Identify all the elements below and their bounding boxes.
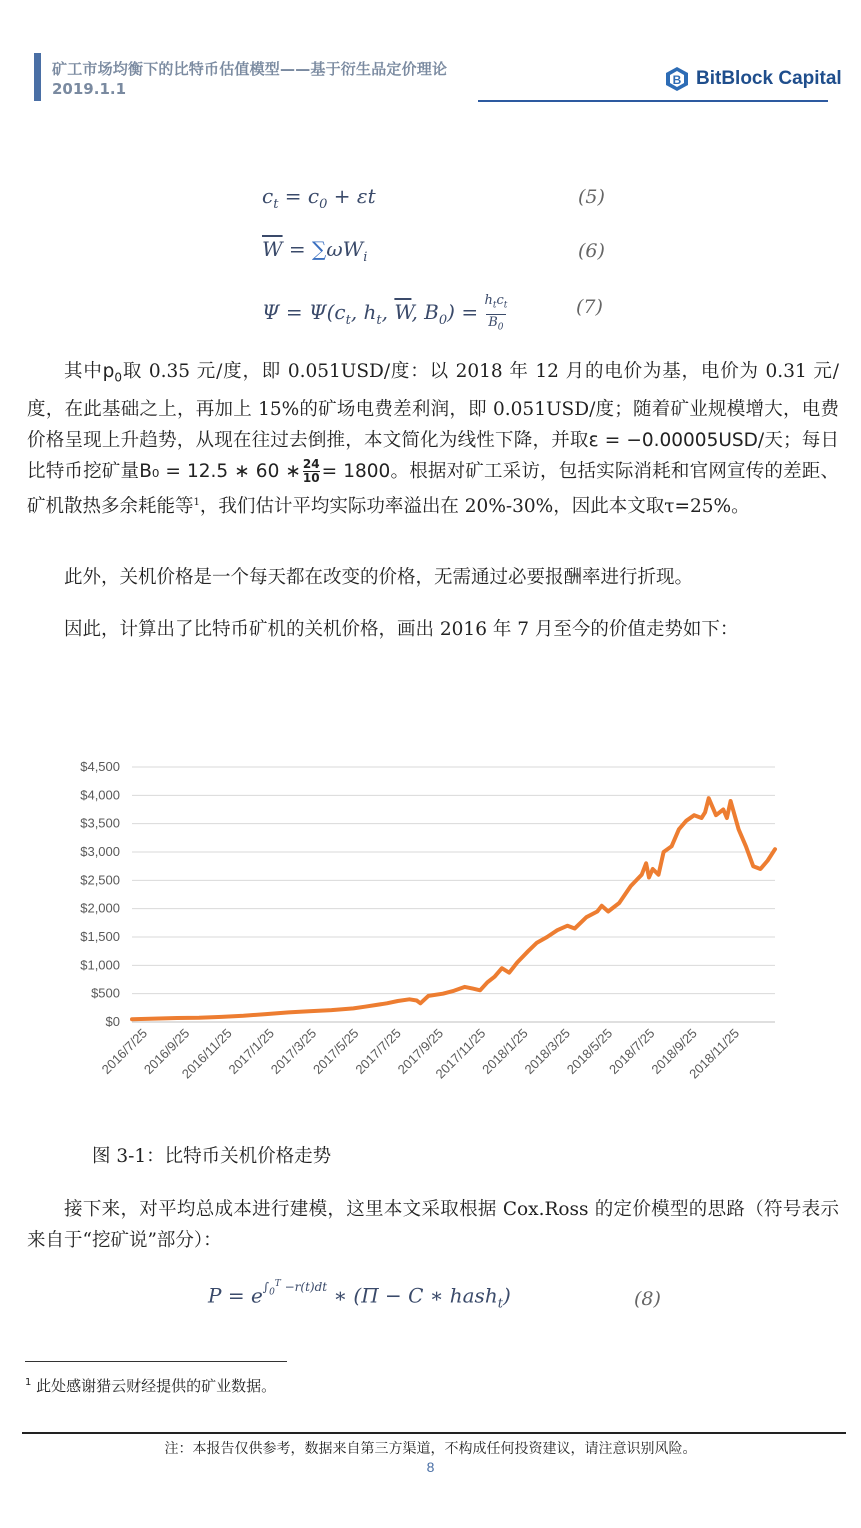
x-tick-label: 2016/11/25	[178, 1025, 235, 1082]
fraction-numerator: 24	[302, 457, 320, 472]
epsilon-expression: ε = −0.00005USD/天；每日比特币挖矿量	[27, 429, 839, 482]
y-tick-label: $1,500	[80, 929, 120, 944]
paragraph-electricity-parameters	[27, 356, 839, 522]
paragraph-text: 此外，关机价格是一个每天都在改变的价格，无需通过必要报酬率进行折现。	[64, 567, 694, 588]
x-tick-label: 2018/9/25	[648, 1025, 700, 1078]
paragraph-chart-intro	[27, 614, 839, 645]
x-tick-label: 2017/1/25	[225, 1025, 277, 1078]
x-tick-label: 2018/11/25	[686, 1025, 743, 1082]
paragraph-cost-model	[27, 1194, 839, 1256]
paragraph-text: 接下来，对平均总成本进行建模，这里本文采取根据 Cox.Ross 的定价模型的思路（符号表示来自于“挖矿说”部分）：	[27, 1199, 839, 1251]
paragraph-text: ，我们估计平均实际功率溢出在 20%-30%，因此本文取τ=25%。	[199, 495, 750, 517]
symbol-p0: $p_0$	[102, 361, 123, 385]
header-accent-bar	[34, 53, 41, 101]
footnote-marker: 1	[25, 1377, 32, 1388]
b0-expression: B₀ = 12.5 ∗ 60 ∗	[139, 460, 301, 482]
y-tick-label: $2,000	[80, 900, 120, 916]
equation-8-number: (8)	[634, 1288, 661, 1310]
equation-7: $\Psi = \Psi(c_t$, $h_t$, $\overline{W}$, $B_0$) = $h_tc_t$ $B_0$	[262, 293, 507, 335]
x-tick-label: 2016/7/25	[98, 1025, 151, 1078]
report-title: 矿工市场均衡下的比特币估值模型——基于衍生品定价理论	[52, 60, 448, 78]
header-rule	[478, 100, 828, 102]
paragraph-shutdown-price	[27, 562, 839, 593]
x-tick-label: 2017/11/25	[432, 1025, 489, 1082]
figure-caption: 图 3-1：比特币关机价格走势	[92, 1146, 332, 1167]
shutdown-price-chart	[60, 750, 790, 1110]
disclaimer: 注：本报告仅供参考，数据来自第三方渠道，不构成任何投资建议，请注意识别风险。	[164, 1441, 697, 1457]
y-tick-label: $4,500	[80, 759, 120, 774]
paragraph-text: 其中	[64, 361, 103, 382]
b0-value: = 1800	[321, 460, 391, 482]
brand-logo	[664, 66, 842, 92]
paragraph-text: 取 0.35 元/度，即 0.051USD/度：以 2018 年 12 月的电价为基，电价为 0.31 元/度，在此基础之上，再加上 15%的矿场电费差利润，即 0.051USD/度；随着矿业规模增大，电费价格呈现上升趋势，从现在往过去倒推，本文简化为线性下降，并取	[27, 361, 839, 451]
y-tick-label: $1,000	[80, 957, 120, 973]
y-tick-label: $3,000	[80, 844, 120, 859]
x-tick-label: 2018/5/25	[563, 1025, 616, 1078]
footer-rule	[22, 1432, 846, 1434]
equation-6-number: (6)	[578, 240, 605, 262]
x-tick-label: 2017/9/25	[394, 1025, 447, 1078]
page-number: 8	[426, 1459, 435, 1475]
y-tick-label: $500	[91, 985, 120, 1001]
x-tick-label: 2016/9/25	[140, 1025, 193, 1078]
equation-5: $c_t = c_0 + \varepsilon t$	[262, 184, 376, 212]
footnote	[25, 1375, 276, 1396]
footnote-text: 此处感谢猎云财经提供的矿业数据。	[36, 1377, 277, 1395]
y-tick-label: $2,500	[80, 872, 120, 888]
equation-5-number: (5)	[578, 186, 605, 208]
x-tick-label: 2018/3/25	[521, 1025, 573, 1078]
y-tick-label: $4,000	[80, 787, 120, 803]
paragraph-text: 。根据对矿工采访，包括实际消耗和官网宣传的差距、矿机散热多余耗能等	[27, 460, 839, 517]
paragraph-text: 因此，计算出了比特币矿机的关机价格，画出 2016 年 7 月至今的价值走势如下：	[64, 619, 739, 640]
x-tick-label: 2017/7/25	[352, 1025, 404, 1078]
bitblock-logo-icon	[664, 66, 690, 92]
x-tick-label: 2018/1/25	[479, 1025, 531, 1078]
fraction	[303, 458, 320, 485]
equation-6: $\overline{W} = \sum\omega W_i$	[262, 237, 368, 265]
x-tick-label: 2017/3/25	[267, 1025, 320, 1078]
equation-7-number: (7)	[576, 296, 603, 318]
x-tick-label: 2018/7/25	[606, 1025, 658, 1078]
y-tick-label: $0	[105, 1014, 120, 1029]
report-date: 2019.1.1	[52, 80, 127, 98]
y-tick-label: $3,500	[80, 815, 120, 831]
svg-text:B: B	[672, 73, 682, 87]
footnote-reference: 1	[193, 496, 200, 508]
footnote-rule	[25, 1361, 287, 1362]
fraction-denominator: 10	[302, 471, 320, 486]
x-tick-label: 2017/5/25	[310, 1025, 362, 1078]
brand-name: BitBlock Capital	[696, 68, 842, 89]
equation-8: $P = e^{\int_0^T -r(t)dt}$ ∗ (Π − C ∗ hash$_t$)	[208, 1279, 511, 1312]
